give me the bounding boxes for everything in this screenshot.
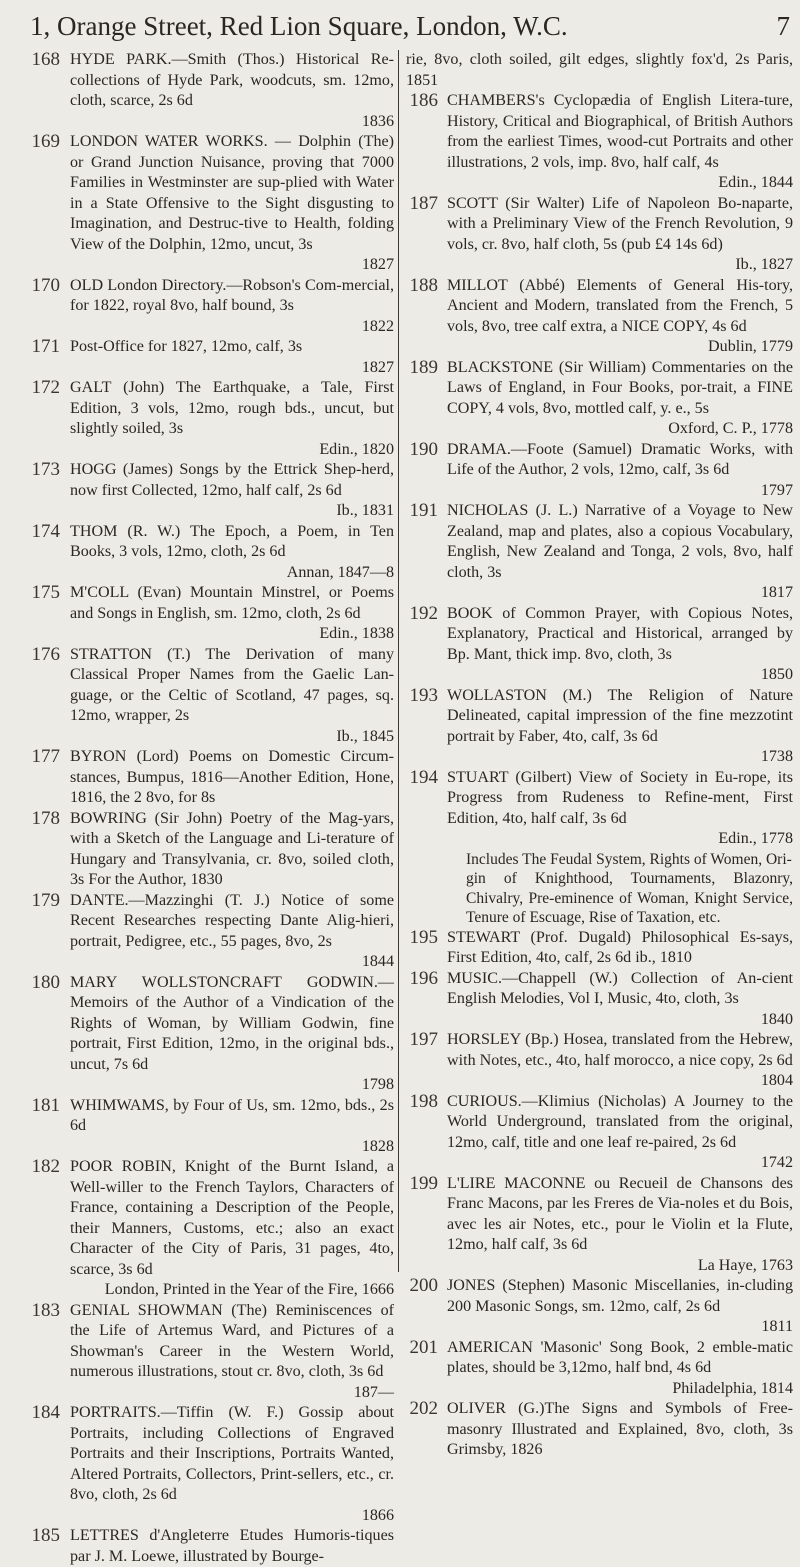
catalogue-entry [400, 1092, 797, 1174]
lot-number: 185 [31, 1525, 60, 1546]
contents-note-rest: gin of Knighthood, Tournaments, Blazonry, Chivalry, Pre-eminence of Woman, Knight Service, Tenure of Escuage, Rise of Taxation, etc. [466, 870, 793, 926]
lot-number: 201 [409, 1336, 438, 1358]
lot-number: 202 [409, 1398, 438, 1419]
lot-number: 174 [31, 520, 60, 542]
entry-description: M'COLL (Evan) Mountain Minstrel, or Poems and Songs in English, sm. 12mo, cloth, 2s 6d [70, 584, 394, 622]
left-column [0, 49, 399, 1565]
entry-imprint: 1844 [361, 953, 394, 970]
right-entry-list [400, 91, 797, 850]
lot-number: 176 [31, 643, 60, 665]
catalogue-entry [400, 91, 797, 194]
entry-description: L'LIRE MACONNE ou Recueil de Chansons des Franc Macons, par les Freres de Via-noles et du Bois, avec les air Notes, etc., pour le Violin et la Flute, 12mo, half calf, 3s 6d [447, 1174, 793, 1253]
catalogue-entry [400, 604, 797, 686]
catalogue-entry [400, 1276, 797, 1338]
catalogue-entry [0, 645, 398, 748]
entry-imprint: London, Printed in the Year of the Fire, 1666 [104, 1281, 394, 1298]
lot-number: 199 [409, 1172, 438, 1194]
entry-description: POOR ROBIN, Knight of the Burnt Island, a Well-willer to the French Taylors, Characters of France, containing a Description of the People, their Manners, Customs, etc.; also an exact Character of the City of Paris, 31 pages, 4to, scarce, 3s 6d [70, 1158, 394, 1278]
entry-imprint: Annan, 1847—8 [286, 563, 394, 581]
catalogue-entry [400, 194, 797, 276]
entry-description: SCOTT (Sir Walter) Life of Napoleon Bo-naparte, with a Preliminary View of the French Revolution, 9 vols, cr. 8vo, half cloth, 5s (pub £4 14s 6d) [447, 194, 793, 253]
entry-description: STUART (Gilbert) View of Society in Eu-rope, its Progress from Rudeness to Refine-ment, First Edition, 4to, half calf, 3s 6d [447, 768, 793, 827]
catalogue-entry [0, 522, 398, 584]
lot-number: 188 [409, 274, 438, 296]
catalogue-entry [0, 1526, 398, 1567]
entry-description: CHAMBERS's Cyclopædia of English Litera-ture, History, Critical and Biographical, of British Authors from the earliest Times, wood-cut Portraits and other illustrations, 2 vols, imp. 8vo, half calf, 4s [447, 92, 793, 171]
entry-description: BLACKSTONE (Sir William) Commentaries on the Laws of England, in Four Books, por-trait, a FINE COPY, 4 vols, 8vo, mottled calf, y. e., 5s [447, 358, 793, 417]
lot-number: 198 [409, 1090, 438, 1112]
entry-description: MILLOT (Abbé) Elements of General His-tory, Ancient and Modern, translated from the French, 5 vols, 8vo, tree calf extra, a NICE COPY, 4s 6d [447, 276, 793, 335]
entry-description: HYDE PARK.—Smith (Thos.) Historical Re-collections of Hyde Park, woodcuts, sm. 12mo, cloth, scarce, 2s 6d [70, 51, 394, 109]
entry-description: Post-Office for 1827, 12mo, calf, 3s [70, 338, 303, 355]
catalogue-entry [400, 768, 797, 850]
entry-imprint: Edin., 1778 [718, 830, 793, 847]
catalogue-entry [0, 276, 398, 338]
entry-imprint: 1836 [361, 112, 394, 130]
entry-description: WHIMWAMS, by Four of Us, sm. 12mo, bds., 2s 6d [70, 1096, 394, 1134]
lot-number: 194 [409, 766, 438, 788]
catalogue-entry [400, 686, 797, 768]
catalogue-entry [400, 1399, 797, 1461]
lot-number: 168 [31, 49, 60, 70]
catalogue-entry [400, 1030, 797, 1092]
entry-description: STRATTON (T.) The Derivation of many Classical Proper Names from the Gaelic Lan-guage, or the Celtic of Scotland, 47 pages, sq. 12mo, wrapper, 2s [70, 645, 394, 724]
catalogue-entry [0, 337, 398, 378]
entry-imprint: 1827 [361, 256, 394, 273]
entry-imprint: Ib., 1845 [336, 727, 394, 745]
entry-description: THOM (R. W.) The Epoch, a Poem, in Ten Books, 3 vols, 12mo, cloth, 2s 6d [70, 522, 394, 560]
entry-description: PORTRAITS.—Tiffin (W. F.) Gossip about Portraits, including Collections of Engraved Portraits and their Inscriptions, Portraits Wanted, Altered Portraits, Collectors, Print-sellers, etc., cr. 8vo, cloth, 2s 6d [70, 1404, 394, 1503]
entry-description: CURIOUS.—Klimius (Nicholas) A Journey to the World Underground, translated from the original, 12mo, calf, title and one leaf re-paired, 2s 6d [447, 1092, 793, 1151]
entry-description: LONDON WATER WORKS. — Dolphin (The) or Grand Junction Nuisance, proving that 7000 Families in Westminster are sup-plied with Water in a State Offensive to the Sight disgusting to Imagination, and Destruc-tive to Health, folding View of the Dolphin, 12mo, uncut, 3s [70, 133, 394, 253]
lot-number: 173 [31, 459, 60, 480]
lot-number: 177 [31, 746, 60, 767]
entry-imprint: Oxford, C. P., 1778 [668, 420, 793, 437]
lot-number: 180 [31, 971, 60, 993]
catalogue-entry [400, 501, 797, 604]
lot-number: 178 [31, 807, 60, 829]
entry-imprint: 1822 [361, 317, 394, 335]
entry-imprint: 1840 [760, 1010, 793, 1028]
entry-description: OLD London Directory.—Robson's Com-mercial, for 1822, royal 8vo, half bound, 3s [70, 276, 394, 314]
contents-note-lead: Includes The Feudal System, Rights of Women, Ori- [466, 850, 792, 868]
lot-number: 196 [409, 967, 438, 989]
entry-description: AMERICAN 'Masonic' Song Book, 2 emble-matic plates, should be 3,12mo, half bnd, 4s 6d [447, 1338, 793, 1376]
entry-description: DANTE.—Mazzinghi (T. J.) Notice of some Recent Researches respecting Dante Alig-hieri, portrait, Pedigree, etc., 55 pages, 8vo, 2s [70, 891, 394, 950]
catalogue-entry [400, 440, 797, 502]
catalogue-entry [0, 973, 398, 1096]
catalogue-entry [0, 891, 398, 973]
entry-imprint: 1828 [361, 1137, 394, 1155]
continued-entry-text: rie, 8vo, cloth soiled, gilt edges, slightly fox'd, 2s Paris, 1851 [406, 51, 793, 89]
entry-description: NICHOLAS (J. L.) Narrative of a Voyage to New Zealand, map and plates, also a copious Vocabulary, English, New Zealand and Tonga, 2 vols, 8vo, half cloth, 3s [447, 502, 793, 581]
left-entry-list [0, 50, 398, 1567]
entry-description: LETTRES d'Angleterre Etudes Humoris-tiques par J. M. Loewe, illustrated by Bourge- [70, 1527, 394, 1565]
catalogue-entry [0, 1301, 398, 1404]
catalogue-entry [0, 378, 398, 460]
lot-number: 195 [409, 926, 438, 948]
lot-number: 189 [409, 356, 438, 378]
entry-description: OLIVER (G.)The Signs and Symbols of Free-masonry Illustrated and Explained, 8vo, cloth, 3s Grimsby, 1826 [447, 1400, 793, 1458]
entry-imprint: 187— [353, 1383, 394, 1401]
lot-number: 190 [409, 438, 438, 460]
entry-description: DRAMA.—Foote (Samuel) Dramatic Works, with Life of the Author, 2 vols, 12mo, calf, 3s 6d [447, 440, 793, 478]
lot-number: 181 [31, 1094, 60, 1116]
lot-number: 193 [409, 684, 438, 706]
entry-imprint: 1811 [761, 1318, 793, 1335]
catalogue-entry [0, 1403, 398, 1526]
catalogue-entry [400, 969, 797, 1031]
entry-description: BOWRING (Sir John) Poetry of the Mag-yars, with a Sketch of the Language and Li-terature of Hungary and Transylvania, cr. 8vo, soiled cloth, 3s For the Author, 1830 [70, 809, 394, 888]
entry-description: BYRON (Lord) Poems on Domestic Circum-stances, Bumpus, 1816—Another Edition, Hone, 1816, the 2 8vo, for 8s [70, 748, 394, 806]
entry-imprint: Ib., 1831 [336, 502, 394, 519]
catalogue-entry [0, 809, 398, 891]
entry-imprint: 1798 [361, 1076, 394, 1093]
lot-number: 192 [409, 602, 438, 624]
lot-number: 170 [31, 274, 60, 296]
entry-description: GENIAL SHOWMAN (The) Reminiscences of the Life of Artemus Ward, and Pictures of a Showman's Career in the Western World, numerous illustrations, stout cr. 8vo, cloth, 3s 6d [70, 1301, 394, 1380]
catalogue-entry [400, 928, 797, 969]
entry-imprint: Philadelphia, 1814 [672, 1379, 793, 1397]
catalogue-entry [400, 276, 797, 358]
lot-number: 191 [409, 500, 438, 521]
entry-description: GALT (John) The Earthquake, a Tale, First Edition, 3 vols, 12mo, rough bds., uncut, but slightly soiled, 3s [70, 379, 394, 437]
entry-imprint: Edin., 1844 [718, 174, 793, 191]
entry-description: WOLLASTON (M.) The Religion of Nature Delineated, capital impression of the fine mezzotint portrait by Faber, 4to, calf, 3s 6d [447, 686, 793, 745]
catalogue-entry [0, 583, 398, 645]
lot-number: 183 [31, 1299, 60, 1321]
catalogue-entry [400, 1338, 797, 1400]
lot-number: 184 [31, 1402, 60, 1423]
lot-number: 175 [31, 582, 60, 603]
entry-imprint: 1797 [760, 481, 793, 499]
lot-number: 179 [31, 889, 60, 911]
entry-description: HORSLEY (Bp.) Hosea, translated from the Hebrew, with Notes, etc., 4to, half morocco, a nice copy, 2s 6d [447, 1031, 793, 1069]
lot-number: 186 [409, 90, 438, 111]
contents-note [400, 850, 797, 928]
catalogue-entry [0, 1157, 398, 1301]
page-number: 7 [776, 11, 790, 41]
right-column [400, 50, 797, 1458]
header-address: 1, Orange Street, Red Lion Square, London, W.C. [30, 11, 568, 41]
lot-number: 182 [31, 1156, 60, 1177]
lot-number: 169 [31, 131, 60, 152]
entry-imprint: Dublin, 1779 [708, 338, 793, 355]
entry-imprint: Ib., 1827 [735, 256, 793, 273]
entry-description: MARY WOLLSTONCRAFT GODWIN.—Memoirs of the Author of a Vindication of the Rights of Woman, by William Godwin, fine portrait, First Edition, 12mo, in the original bds., uncut, 7s 6d [70, 973, 394, 1073]
entry-description: JONES (Stephen) Masonic Miscellanies, in-cluding 200 Masonic Songs, sm. 12mo, calf, 2s 6d [447, 1277, 793, 1315]
entry-imprint: 1850 [760, 666, 793, 683]
entry-description: MUSIC.—Chappell (W.) Collection of An-cient English Melodies, Vol I, Music, 4to, cloth, 3s [447, 969, 793, 1007]
catalogue-entry [0, 1096, 398, 1158]
right-entry-list-continued [400, 928, 797, 1461]
entry-imprint: 1742 [760, 1154, 793, 1171]
catalogue-entry [400, 358, 797, 440]
entry-imprint: Edin., 1820 [319, 440, 394, 458]
entry-imprint: 1804 [760, 1072, 793, 1089]
entry-description: HOGG (James) Songs by the Ettrick Shep-herd, now first Collected, 12mo, half calf, 2s 6d [70, 461, 394, 499]
page-header [30, 8, 790, 44]
catalogue-entry [0, 50, 398, 132]
entry-imprint: La Haye, 1763 [697, 1256, 793, 1274]
entry-imprint: 1738 [760, 748, 793, 765]
entry-description: STEWART (Prof. Dugald) Philosophical Es-says, First Edition, 4to, calf, 2s 6d ib., 1810 [447, 928, 793, 966]
lot-number: 171 [31, 336, 60, 357]
lot-number: 172 [31, 377, 60, 398]
catalogue-entry [0, 132, 398, 276]
entry-imprint: 1817 [760, 584, 793, 601]
catalogue-entry [0, 747, 398, 809]
catalogue-entry [0, 460, 398, 522]
entry-imprint: Edin., 1838 [319, 625, 394, 642]
lot-number: 200 [409, 1275, 438, 1296]
entry-imprint: 1866 [361, 1506, 394, 1524]
lot-number: 197 [409, 1029, 438, 1050]
catalogue-entry [400, 1174, 797, 1277]
entry-imprint: 1827 [361, 358, 394, 376]
lot-number: 187 [409, 192, 438, 214]
entry-description: BOOK of Common Prayer, with Copious Notes, Explanatory, Practical and Historical, arranged by Bp. Mant, thick imp. 8vo, cloth, 3s [447, 604, 793, 663]
